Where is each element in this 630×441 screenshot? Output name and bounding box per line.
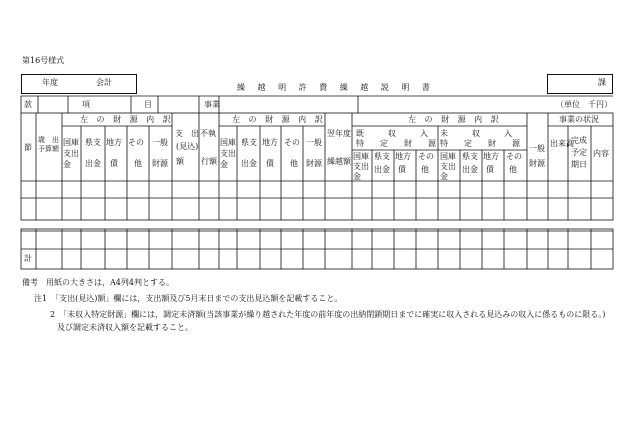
note-2-line2: 及び調定未済収入額を記載すること。 [57, 323, 193, 332]
col-kokko3-3: 金 [353, 172, 361, 181]
division-label: 課 [598, 78, 606, 87]
col-sonota-1: その [128, 138, 144, 147]
col-mishuunyu-2: 特 定 財 源 [440, 139, 520, 148]
col-naiyou: 内容 [593, 149, 609, 158]
col-shishutsu-3: 額 [176, 157, 184, 166]
kan-label: 款 [24, 100, 32, 109]
kou-label: 項 [82, 100, 90, 109]
left-source-group-1: 左 の 財 源 内 訳 [80, 115, 174, 124]
col-shishutsu-1: 支 出 [175, 129, 199, 138]
col-kokko-3: 金 [63, 160, 71, 169]
col-ippan3-2: 財源 [529, 159, 545, 168]
col-shuttaka: 出来高 [550, 139, 574, 148]
col-ken2-1: 県支 [241, 138, 257, 147]
left-source-group-2: 左 の 財 源 内 訳 [232, 115, 326, 124]
col-sonota-2: 他 [134, 159, 142, 168]
total-label: 計 [24, 254, 32, 263]
col-chihou3-1: 地方 [395, 152, 411, 161]
col-kokko3-2: 支出 [353, 162, 369, 171]
col-ken-2: 出金 [85, 159, 101, 168]
col-yokunendo-1: 翌年度 [327, 129, 351, 138]
col-ken2-2: 出金 [241, 159, 257, 168]
col-sonota3-2: 他 [421, 165, 429, 174]
col-kansei-2: 予定 [571, 148, 587, 157]
col-kokko4-2: 支出 [440, 162, 456, 171]
col-fushikkou-1: 不執 [200, 129, 216, 138]
jigyou-label: 事業 [204, 100, 220, 109]
col-mishuunyu-1: 未 収 入 [440, 129, 512, 138]
col-yosan-2: 予算額 [38, 145, 59, 153]
col-chihou2-1: 地方 [262, 138, 278, 147]
col-ken4-2: 出金 [462, 165, 478, 174]
col-fushikkou-2: 行額 [201, 157, 217, 166]
col-kansei-1: 完成 [571, 136, 587, 145]
col-kokko-1: 国庫 [63, 138, 79, 147]
col-setsu: 節 [24, 143, 32, 152]
col-shishutsu-2: (見込) [176, 142, 199, 151]
col-sonota2-2: 他 [290, 159, 298, 168]
note-2-line1: 2 「未収入特定財源」欄には，調定未済額(当該事業が繰り越された年度の前年度の出納閉鎖期日までに確実に収入される見込みの収入に係るものに限る。) [50, 310, 606, 319]
moku-label: 目 [144, 100, 152, 109]
col-kisuteikyo-1: 既 収 入 [356, 129, 428, 138]
account-label: 会計 [96, 78, 112, 87]
form-number: 第16号様式 [22, 56, 65, 65]
col-yosan-1: 歳 出 [38, 136, 59, 144]
col-ippan2-1: 一般 [306, 138, 322, 147]
col-sonota2-1: その [284, 138, 300, 147]
col-kokko2-3: 金 [220, 160, 228, 169]
note-1: 注1 「支出(見込)額」欄には，支出額及び5月末日までの支出見込額を記載すること。 [34, 294, 343, 303]
col-chihou3-2: 債 [398, 165, 406, 174]
col-kansei-3: 期日 [571, 160, 587, 169]
col-kokko2-1: 国庫 [220, 138, 236, 147]
col-chihou-1: 地方 [106, 138, 122, 147]
col-sonota3-1: その [418, 152, 434, 161]
col-kokko4-1: 国庫 [440, 152, 456, 161]
col-kokko-2: 支出 [63, 149, 79, 158]
col-chihou-2: 債 [110, 159, 118, 168]
left-source-group-3: 左 の 財 源 内 訳 [408, 115, 502, 124]
col-sonota4-1: その [506, 152, 522, 161]
col-kokko4-3: 金 [440, 172, 448, 181]
col-chihou2-2: 債 [266, 159, 274, 168]
unit-label: （単位 千円） [556, 100, 612, 109]
col-ken-1: 県支 [85, 138, 101, 147]
col-ken3-1: 県支 [374, 152, 390, 161]
col-chihou4-1: 地方 [483, 152, 499, 161]
col-ippan3-1: 一般 [529, 144, 545, 153]
col-ippan2-2: 財源 [306, 159, 322, 168]
col-kokko2-2: 支出 [220, 149, 236, 158]
col-ippan-1: 一般 [152, 138, 168, 147]
year-label: 年度 [42, 78, 58, 87]
col-chihou4-2: 債 [486, 165, 494, 174]
col-kisuteikyo-2: 特 定 財 源 [356, 139, 436, 148]
col-ken3-2: 出金 [374, 165, 390, 174]
note-bikou: 備考 用紙の大きさは，A4列4判とする。 [22, 278, 174, 287]
col-kokko3-1: 国庫 [353, 152, 369, 161]
col-jigyou-joukyou: 事業の状況 [559, 115, 599, 124]
col-ken4-1: 県支 [462, 152, 478, 161]
col-sonota4-2: 他 [509, 165, 517, 174]
col-yokunendo-2: 繰越額 [327, 157, 351, 166]
page-title: 繰 越 明 許 費 繰 越 説 明 書 [237, 83, 435, 92]
col-ippan-2: 財源 [152, 159, 168, 168]
